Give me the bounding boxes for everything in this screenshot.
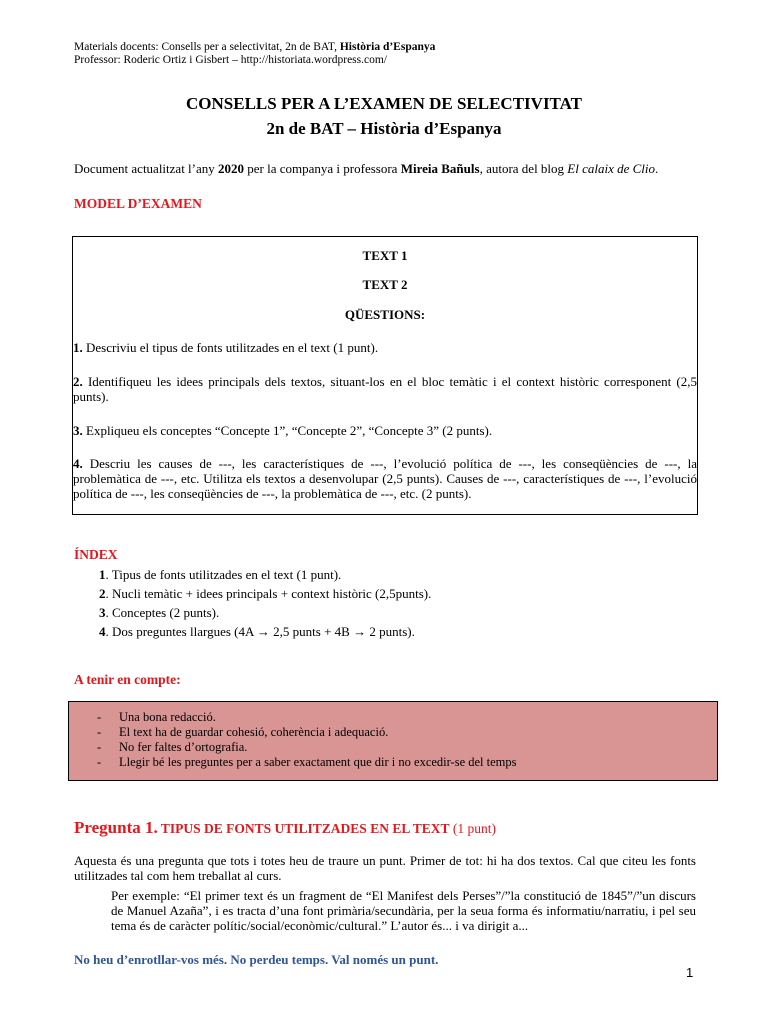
text1-label: TEXT 1	[362, 248, 408, 263]
page-number: 1	[686, 965, 694, 980]
note-heading: A tenir en compte:	[74, 672, 181, 687]
note-item: - No fer faltes d’ortografia.	[97, 740, 248, 754]
note-item: - Una bona redacció.	[97, 710, 216, 724]
index-item: 4. Dos preguntes llargues (4A → 2,5 punts + 4B → 2 punts).	[99, 624, 415, 639]
pregunta1-heading: Pregunta 1. TIPUS DE FONTS UTILITZADES EN EL TEXT (1 punt)	[74, 818, 496, 837]
note-item: - El text ha de guardar cohesió, coherència i adequació.	[97, 725, 389, 739]
text2-label: TEXT 2	[362, 277, 408, 292]
question-item: 3. Expliqueu els conceptes “Concepte 1”, “Concepte 2”, “Concepte 3” (2 punts).	[73, 423, 493, 438]
intro-paragraph: Document actualitzat l’any 2020 per la companya i professora Mireia Bañuls, autora del blog El calaix de Clio.	[74, 161, 659, 176]
note-box	[68, 701, 718, 781]
pregunta1-paragraph: Aquesta és una pregunta que tots i totes heu de traure un punt. Primer de tot: hi ha dos textos. Cal que citeu les fonts utilitzades tal com hem treballat al curs.	[74, 853, 696, 883]
model-heading: MODEL D’EXAMEN	[74, 196, 202, 211]
pregunta1-advice: No heu d’enrotllar-vos més. No perdeu temps. Val només un punt.	[74, 952, 439, 967]
header-line-2: Professor: Roderic Ortiz i Gisbert – http://historiata.wordpress.com/	[74, 54, 387, 66]
pregunta1-example: Per exemple: “El primer text és un fragment de “El Manifest dels Perses”/”la constitució de 1845”/”un discurs de Manuel Azaña”, i es tracta d’una font primària/secundària, per la seua forma és informatiu/narratiu, i pel seu tema és de caràcter polític/social/econòmic/cultural.” L’autor és... i va dirigit a...	[111, 888, 696, 933]
index-item: 3. Conceptes (2 punts).	[99, 605, 220, 620]
header-line-1: Materials docents: Consells per a selectivitat, 2n de BAT, Història d’Espanya	[74, 41, 436, 53]
document-subtitle: 2n de BAT – Història d’Espanya	[266, 119, 502, 138]
question-item: 1. Descriviu el tipus de fonts utilitzades en el text (1 punt).	[73, 340, 379, 355]
index-heading: ÍNDEX	[74, 547, 118, 562]
question-item: 2. Identifiqueu les idees principals dels textos, situant-los en el bloc temàtic i el context històric corresponent (2,5 punts).	[73, 374, 697, 404]
index-item: 1. Tipus de fonts utilitzades en el text (1 punt).	[99, 567, 342, 582]
note-item: - Llegir bé les preguntes per a saber exactament que dir i no excedir-se del temps	[97, 755, 517, 769]
document-title: CONSELLS PER A L’EXAMEN DE SELECTIVITAT	[186, 94, 582, 113]
index-item: 2. Nucli temàtic + idees principals + context històric (2,5punts).	[99, 586, 432, 601]
questions-heading: QÜESTIONS:	[344, 307, 426, 322]
question-item: 4. Descriu les causes de ---, les característiques de ---, l’evolució política de ---, les conseqüències de ---, la problemàtica de ---, etc. Utilitza els textos a desenvolupar (2,5 punts). Causes de ---, característiques de ---, l’evolució política de ---, les conseqüències de ---, la problemàtica de ---, etc. (2 punts).	[73, 456, 697, 501]
page-header	[74, 41, 435, 67]
exam-model-box	[72, 236, 698, 515]
